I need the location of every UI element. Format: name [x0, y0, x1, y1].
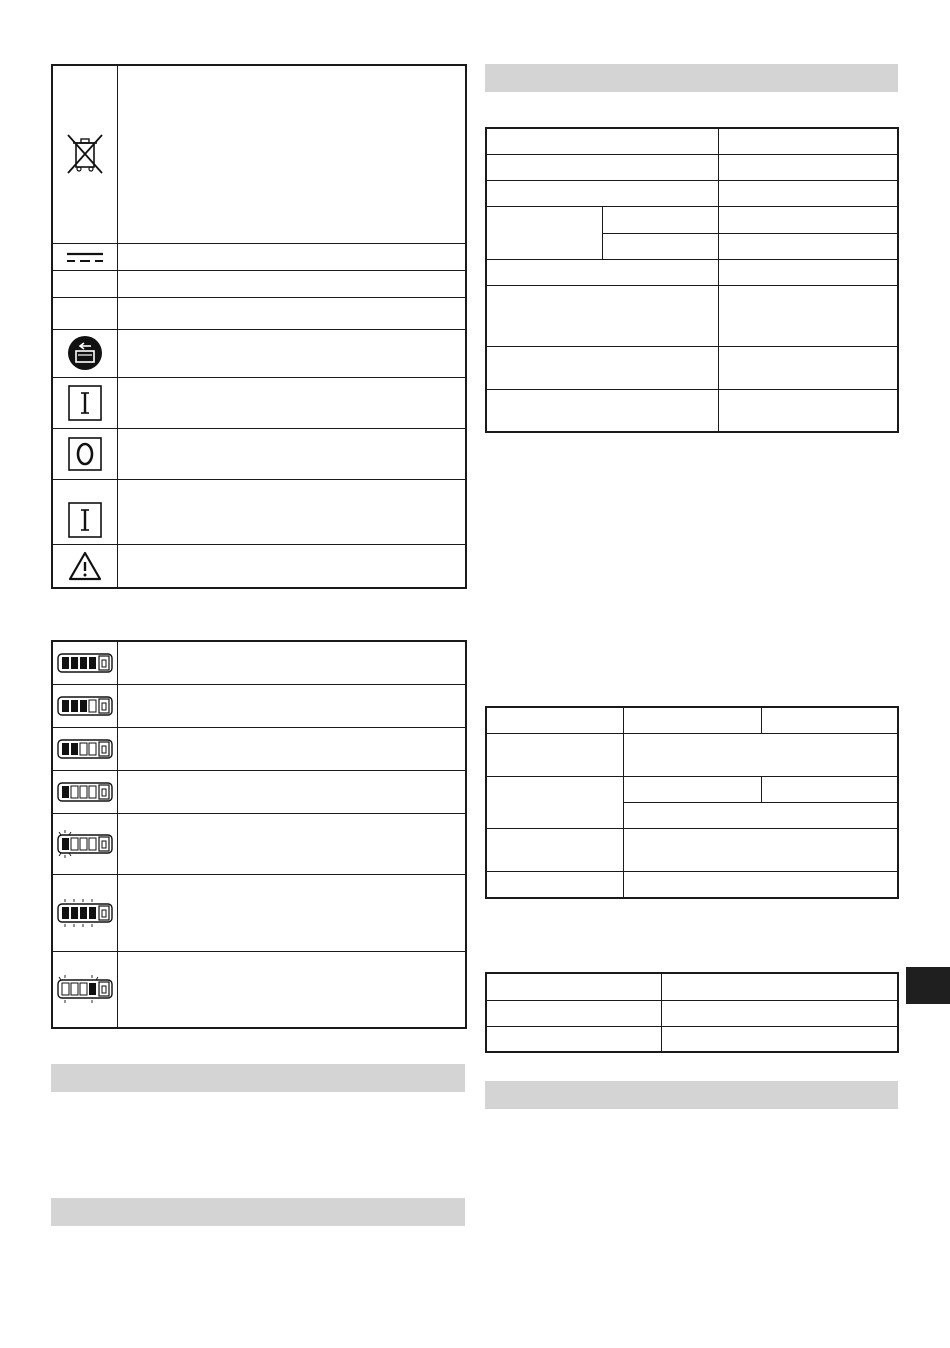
indicator-description	[117, 874, 466, 951]
compat-value-cell	[623, 776, 761, 802]
crossed-out-wheelie-bin-icon	[52, 65, 117, 243]
battery-indicator-3-lit-icon	[52, 684, 117, 727]
symbol-row-wheelie-bin	[52, 65, 466, 243]
spec-row	[486, 128, 898, 154]
symbol-description	[117, 329, 466, 377]
section-header-bar	[485, 1081, 898, 1109]
symbol-row-warning	[52, 544, 466, 588]
battery-indicator-1-lit-icon	[52, 770, 117, 813]
spec-value-cell	[718, 346, 898, 389]
spec-label-cell	[486, 154, 718, 180]
spec-value-cell	[718, 154, 898, 180]
symbol-row-blank	[52, 297, 466, 329]
compat-label-cell	[486, 871, 623, 898]
symbol-row-blank	[52, 270, 466, 297]
symbols-table	[51, 64, 467, 589]
indicator-description	[117, 641, 466, 684]
symbol-description	[117, 243, 466, 270]
spec-label-cell	[486, 346, 718, 389]
battery-indicator-1-blinking-icon	[52, 813, 117, 874]
small-table-row	[486, 1000, 898, 1026]
symbol-row-dc	[52, 243, 466, 270]
compat-value-cell	[623, 828, 898, 871]
spec-value-cell	[718, 206, 898, 233]
symbol-description	[117, 479, 466, 544]
small-table-cell	[661, 1026, 898, 1052]
spec-value-cell	[718, 259, 898, 285]
compat-header-row	[486, 707, 898, 733]
spec-label-cell	[486, 389, 718, 432]
symbol-row-switch-off	[52, 428, 466, 479]
spec-value-cell	[718, 233, 898, 259]
compat-label-cell	[486, 828, 623, 871]
spec-row	[486, 154, 898, 180]
symbol-row-switch-on	[52, 479, 466, 544]
compat-row	[486, 733, 898, 776]
symbol-cell	[52, 297, 117, 329]
symbol-description	[117, 428, 466, 479]
battery-indicator-4-lit-icon	[52, 641, 117, 684]
spec-row	[486, 206, 898, 233]
compat-value-cell	[623, 802, 898, 828]
spec-group-label-cell	[486, 206, 602, 259]
battery-indicator-table	[51, 640, 467, 1029]
compatibility-table	[485, 706, 899, 899]
small-table-cell	[661, 1000, 898, 1026]
battery-indicator-all-blinking-icon	[52, 874, 117, 951]
spec-value-cell	[718, 128, 898, 154]
indicator-row	[52, 641, 466, 684]
symbol-row-switch-on	[52, 377, 466, 428]
symbol-cell	[52, 270, 117, 297]
spec-sublabel-cell	[602, 233, 718, 259]
spec-value-cell	[718, 389, 898, 432]
language-side-tab	[906, 967, 950, 1004]
spec-value-cell	[718, 180, 898, 206]
compat-header-cell	[486, 707, 623, 733]
small-table-row	[486, 1026, 898, 1052]
compat-label-cell	[486, 733, 623, 776]
battery-indicator-2-lit-icon	[52, 727, 117, 770]
small-table	[485, 972, 899, 1053]
indicator-description	[117, 770, 466, 813]
compat-value-cell	[761, 776, 898, 802]
small-table-cell	[486, 1026, 661, 1052]
section-header-bar	[51, 1198, 465, 1226]
small-table-row	[486, 973, 898, 1000]
compat-row	[486, 828, 898, 871]
switch-on-icon	[52, 377, 117, 428]
compat-value-cell	[623, 871, 898, 898]
compat-row	[486, 871, 898, 898]
symbol-row-battery-insert	[52, 329, 466, 377]
indicator-row	[52, 813, 466, 874]
indicator-row	[52, 770, 466, 813]
indicator-description	[117, 813, 466, 874]
compat-row	[486, 776, 898, 802]
symbol-description	[117, 297, 466, 329]
battery-insert-icon	[52, 329, 117, 377]
specifications-table	[485, 127, 899, 433]
indicator-row	[52, 684, 466, 727]
spec-label-cell	[486, 285, 718, 346]
indicator-description	[117, 684, 466, 727]
symbol-description	[117, 270, 466, 297]
small-table-cell	[486, 973, 661, 1000]
symbol-description	[117, 377, 466, 428]
spec-label-cell	[486, 180, 718, 206]
spec-row	[486, 180, 898, 206]
indicator-description	[117, 727, 466, 770]
indicator-row	[52, 951, 466, 1028]
switch-on-icon	[52, 479, 117, 544]
small-table-cell	[661, 973, 898, 1000]
spec-row	[486, 285, 898, 346]
spec-row	[486, 346, 898, 389]
compat-header-cell	[623, 707, 761, 733]
small-table-cell	[486, 1000, 661, 1026]
warning-triangle-icon	[52, 544, 117, 588]
compat-value-cell	[623, 733, 898, 776]
indicator-row	[52, 874, 466, 951]
section-header-bar	[485, 64, 898, 92]
compat-label-cell	[486, 776, 623, 828]
spec-label-cell	[486, 128, 718, 154]
symbol-description	[117, 544, 466, 588]
indicator-description	[117, 951, 466, 1028]
battery-indicator-alternating-blink-icon	[52, 951, 117, 1028]
direct-current-icon	[52, 243, 117, 270]
spec-value-cell	[718, 285, 898, 346]
spec-row	[486, 389, 898, 432]
compat-header-cell	[761, 707, 898, 733]
indicator-row	[52, 727, 466, 770]
spec-row	[486, 259, 898, 285]
switch-off-icon	[52, 428, 117, 479]
spec-label-cell	[486, 259, 718, 285]
section-header-bar	[51, 1064, 465, 1092]
symbol-description	[117, 65, 466, 243]
spec-sublabel-cell	[602, 206, 718, 233]
